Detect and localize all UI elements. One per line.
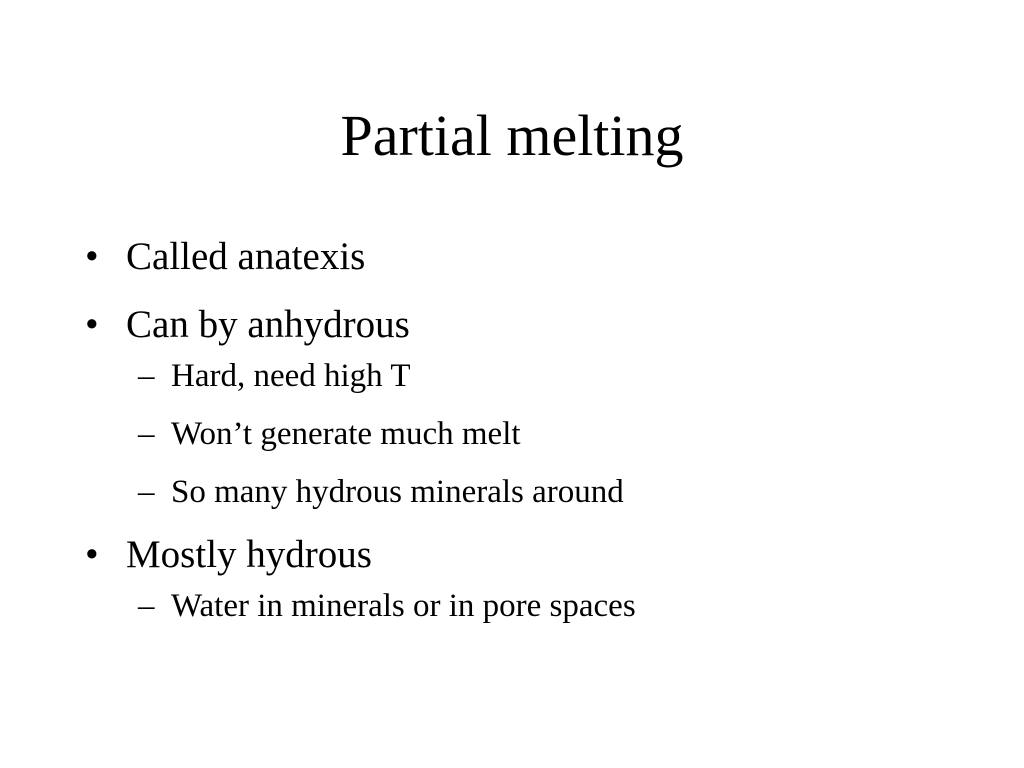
dash-icon: –: [138, 358, 155, 394]
slide-title: Partial melting: [340, 103, 684, 168]
bullet-text: Can by anhydrous: [126, 303, 410, 346]
sub-bullet-item: [126, 414, 965, 454]
bullet-icon: •: [85, 235, 99, 278]
bullet-text: Mostly hydrous: [126, 533, 372, 576]
sub-bullet-text: Water in minerals or in pore spaces: [171, 588, 636, 624]
sub-bullet-text: Hard, need high T: [171, 358, 411, 394]
sub-bullet-item: [126, 472, 965, 512]
bullet-icon: •: [85, 303, 99, 346]
sub-bullet-text: Won’t generate much melt: [171, 416, 521, 452]
sub-bullet-item: [126, 356, 965, 396]
sub-bullet-list: [126, 586, 965, 626]
dash-icon: –: [138, 416, 155, 452]
sub-bullet-list: [126, 356, 965, 512]
sub-bullet-text: So many hydrous minerals around: [171, 474, 624, 510]
bullet-list: [85, 232, 965, 644]
bullet-text: Called anatexis: [126, 235, 366, 278]
bullet-item: [85, 530, 965, 626]
bullet-item: [85, 300, 965, 512]
dash-icon: –: [138, 474, 155, 510]
bullet-item: [85, 232, 965, 282]
sub-bullet-item: [126, 586, 965, 626]
bullet-icon: •: [85, 533, 99, 576]
dash-icon: –: [138, 588, 155, 624]
